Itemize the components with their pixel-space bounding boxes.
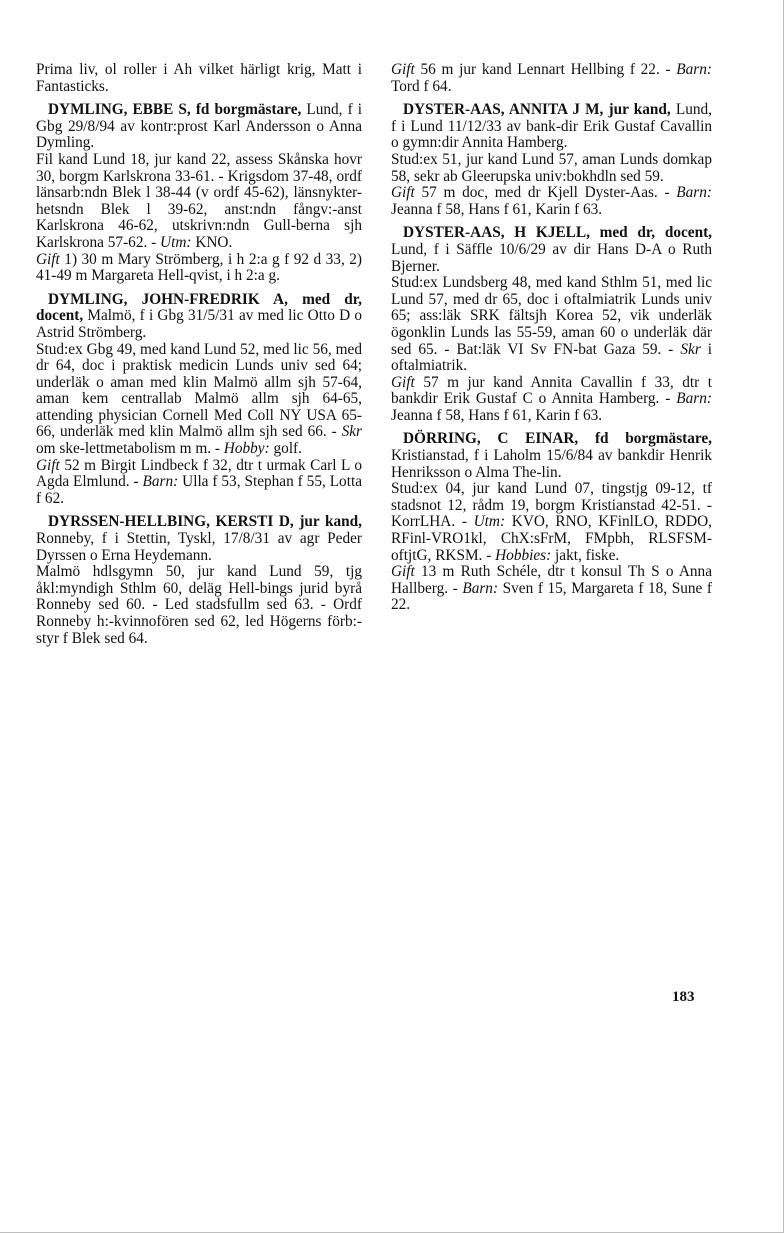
entry-name: DYMLING, EBBE S, [48,101,191,119]
family-text: 52 m Birgit Lindbeck f 32, dtr t urmak Carl L o Agda Elmlund. - [36,456,362,491]
children-text: Jeanna f 58, Hans f 61, Karin f 63. [391,406,603,424]
career-label-2: Hobby: [223,440,270,458]
career-tail: i oftalmiatrik. [391,340,712,375]
career-tail: om ske-lettmetabolism m m. - [36,440,220,458]
continuation-line [391,62,712,95]
career-label: Skr [680,340,701,358]
entry-career [36,564,362,647]
family-text: 56 m jur kand Lennart Hellbing f 22. - [420,61,671,78]
left-column [36,62,362,654]
career-tail-2: golf. [273,440,302,458]
family-label: Gift [36,250,60,268]
entry-career [36,152,362,252]
family-text: 57 m doc, med dr Kjell Dyster-Aas. - [421,184,670,202]
career-tail: KNO. [195,233,233,251]
entry-birth: Kristianstad, f i Laholm 15/6/84 av bankdir Henrik Henriksson o Alma The-lin. [391,447,712,481]
children-text: Tord f 64. [391,77,452,95]
children-text: Jeanna f 58, Hans f 61, Karin f 63. [391,200,603,218]
page-number: 183 [672,989,695,1005]
continuation-text [36,62,362,95]
entry-career [391,481,712,564]
entry-birth: Lund, f i Säffle 10/6/29 av dir Hans D-A o Ruth Bjerner. [391,240,712,275]
continuation-line: Prima liv, ol roller i Ah vilket härligt krig, Matt i Fantasticks. [36,61,362,95]
family-label: Gift [391,61,415,78]
entry-name: DYSTER-AAS, ANNITA J M, jur kand, [403,101,671,119]
family-label: Gift [391,563,415,581]
children-label: Barn: [462,579,499,597]
entry-family [391,564,712,614]
entry-heading [36,292,362,342]
family-label: Gift [391,373,415,391]
children-label: Barn: [676,184,712,202]
entry-career [391,152,712,185]
entry-dymling-john-fredrik [36,292,362,508]
entry-name: DYSTER-AAS, H KJELL, med dr, docent, [403,224,712,242]
entry-family [391,375,712,425]
entry-title: fd borgmästare, [594,430,713,448]
entry-birth: Lund, f i Lund 11/12/33 av bank-dir Erik Gustaf Cavallin o gymn:dir Annita Hamberg. [391,101,713,152]
children-text: Ulla f 53, Stephan f 55, Lotta f 62. [36,473,362,507]
entry-birth: Ronneby, f i Stettin, Tyskl, 17/8/31 av agr Peder Dyrssen o Erna Heydemann. [36,530,362,564]
right-column [391,62,712,621]
entry-dyster-aas-annita [391,102,712,218]
entry-heading [391,102,712,152]
children-text: Sven f 15, Margareta f 18, Sune f 22. [391,579,713,614]
family-label: Gift [36,456,60,474]
entry-birth: Lund, f i Gbg 29/8/94 av kontr:prost Karl Andersson o Anna Dymling. [36,101,362,152]
entry-title: med dr, docent, [36,290,362,325]
family-text: 57 m jur kand Annita Cavallin f 33, dtr t bankdir Erik Gustaf C o Annita Hamberg. - [391,373,713,408]
entry-heading [391,431,712,481]
children-label: Barn: [142,473,179,491]
entry-family [36,252,362,285]
entry-title: fd borgmästare, [195,101,302,119]
continuation-text [391,62,712,95]
entry-heading [36,514,362,564]
entry-birth: Malmö, f i Gbg 31/5/31 av med lic Otto D o Astrid Strömberg. [36,307,363,341]
entry-heading [391,225,712,275]
career-tail-2: jakt, fiske. [555,546,620,564]
entry-heading [36,102,362,152]
family-text: 13 m Ruth Schéle, dtr t konsul Th S o Anna Hallberg. - [391,563,712,597]
children-label: Barn: [676,390,712,408]
entry-dyster-aas-kjell [391,225,712,424]
entry-career [36,342,362,458]
entry-name: DYRSSEN-HELLBING, KERSTI D, jur kand, [48,513,362,531]
career-label: Skr [341,423,362,441]
career-tail: KVO, RNO, KFinlLO, RDDO, RFinl-VRO1kl, ChX:sFrM, FMpbh, RLSFSM-oftjtG, RKSM. - [391,513,712,564]
career-text: Stud:ex Lundsberg 48, med kand Sthlm 51, med lic Lund 57, med dr 65, doc i oftalmiatrik Lunds univ 65; ass:läk SRK fältsjh Korea 52, vik underläk ögonklin Lunds las 55-59, aman 60 o underläk där sed 65. - Bat:läk VI Sv FN-bat Gaza 59. - [391,274,712,358]
family-label: Gift [391,184,415,202]
entry-family [391,185,712,218]
career-text: Stud:ex 04, jur kand Lund 07, tingstjg 09-12, tf stadsnot 12, rådm 19, borgm Kristianstad 42-51. - KorrLHA. - [391,480,712,531]
entry-dymling-ebbe [36,102,362,285]
career-text: Fil kand Lund 18, jur kand 22, assess Skånska hovr 30, borgm Karlskrona 33-61. - Krigsdom 37-48, ordf länsarb:ndn Blek l 38-44 (v ordf 45-62), länsnykter-hetsndn Blek l 39-62, anst:ndn fångv:-anst Karlskrona 46-62, utskrivn:ndn Gull-berna sjh Karlskrona 57-62. - [36,150,362,251]
entry-name: DYMLING, JOHN-FREDRIK A, [48,290,288,308]
entry-name: DÖRRING, C EINAR, [403,430,579,448]
career-label: Utm: [473,513,506,531]
children-label: Barn: [676,61,712,78]
career-label: Utm: [160,233,192,251]
career-text: Stud:ex Gbg 49, med kand Lund 52, med lic 56, med dr 64, doc i praktisk medicin Lunds univ sed 64; underläk o aman med klin Malmö allm sjh 57-64, aman kem centrallab Malmö allm sjh 64-65, attending physician Cornell Med Coll NY USA 65-66, underläk med klin Malmö allm sjh sed 66. - [36,340,362,441]
entry-dyrssen-hellbing [36,514,362,647]
entry-family [36,458,362,508]
career-label-2: Hobbies: [495,546,552,564]
family-text: 1) 30 m Mary Strömberg, i h 2:a g f 92 d 33, 2) 41-49 m Margareta Hell-qvist, i h 2:a g. [36,250,362,285]
career-text: Malmö hdlsgymn 50, jur kand Lund 59, tjg åkl:myndigh Sthlm 60, deläg Hell-bings jurid byrå Ronneby sed 60. - Led stadsfullm sed 63. - Ordf Ronneby h:-kvinnofören sed 62, led Högerns förb:-styr f Blek sed 64. [36,563,362,647]
entry-career [391,275,712,375]
career-text: Stud:ex 51, jur kand Lund 57, aman Lunds domkap 58, sekr ab Gleerupska univ:bokhdln sed 59. [391,150,712,185]
entry-dorring-einar [391,431,712,614]
